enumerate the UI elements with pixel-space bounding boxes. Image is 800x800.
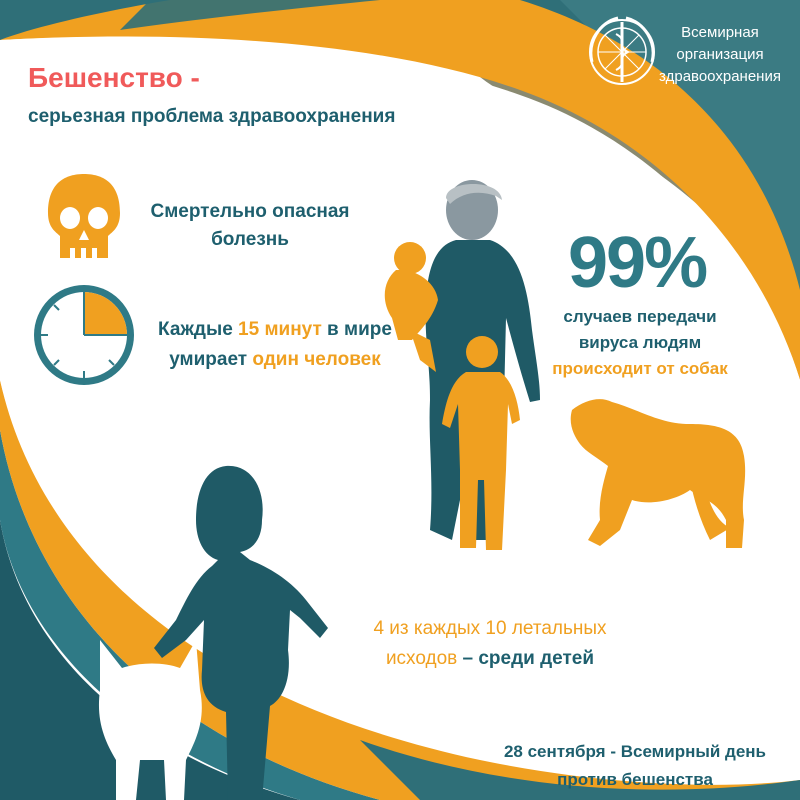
who-line3: здравоохранения xyxy=(659,68,781,85)
fact-children-line1: 4 из каждых 10 летальных xyxy=(373,618,607,639)
fact-dogs xyxy=(530,304,750,382)
dogs-percent: 99% xyxy=(568,223,707,303)
footer-date xyxy=(470,738,800,794)
clock-icon xyxy=(34,285,134,385)
fact-clock-part2: в мире xyxy=(321,319,392,340)
who-line2: организация xyxy=(676,46,764,63)
footer-line1: 28 сентября - Всемирный день xyxy=(503,742,767,761)
page-title: Бешенство - xyxy=(28,62,200,93)
fact-children-part2: исходов xyxy=(385,648,458,669)
footer-line2: против бешенства xyxy=(557,770,713,789)
who-name xyxy=(650,22,790,88)
fact-clock-part3: умирает xyxy=(169,349,253,370)
fact-clock-highlight2: один человек xyxy=(252,349,381,370)
fact-deadly xyxy=(130,198,370,254)
fact-clock-part1: Каждые xyxy=(158,319,239,340)
fact-clock xyxy=(140,315,410,375)
fact-deadly-line2: болезнь xyxy=(211,229,289,250)
fact-dogs-line3: происходит от собак xyxy=(552,359,728,378)
page-subtitle: серьезная проблема здравоохранения xyxy=(28,106,396,127)
fact-deadly-line1: Смертельно опасная xyxy=(150,201,350,222)
who-line1: Всемирная xyxy=(681,24,759,41)
fact-children-highlight: – среди детей xyxy=(457,648,595,669)
fact-dogs-line2: вируса людям xyxy=(578,333,702,352)
fact-children xyxy=(340,614,640,674)
fact-clock-highlight1: 15 минут xyxy=(238,319,322,340)
fact-dogs-line1: случаев передачи xyxy=(563,307,717,326)
